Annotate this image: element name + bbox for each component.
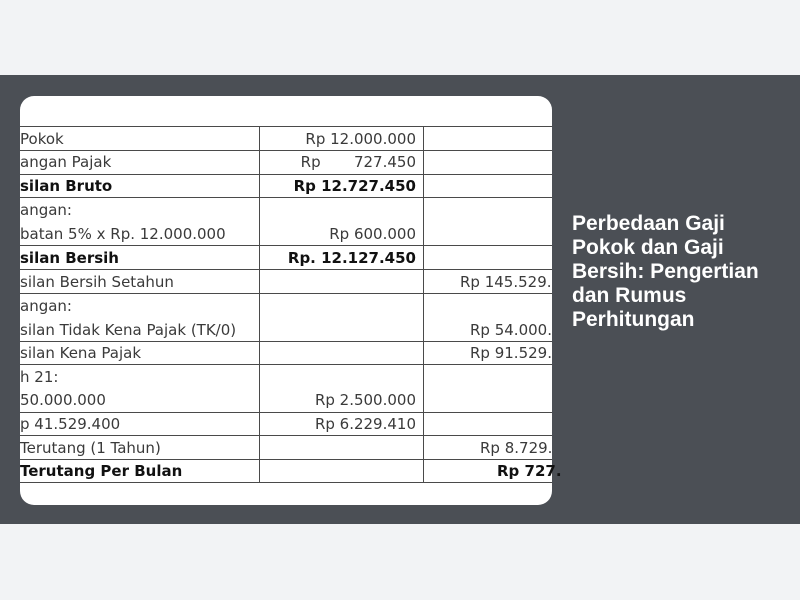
table-cell-amount: Rp 727.450 bbox=[300, 153, 416, 171]
table-row-label: Terutang Per Bulan bbox=[20, 462, 183, 480]
table-cell-total: Rp 727. bbox=[497, 462, 562, 480]
table-line bbox=[20, 482, 552, 483]
table-line bbox=[20, 459, 552, 460]
table-row-label: Pokok bbox=[20, 130, 64, 148]
table-cell-amount: Rp 12.000.000 bbox=[305, 130, 416, 148]
table-line bbox=[20, 341, 552, 342]
article-title[interactable]: Perbedaan Gaji Pokok dan Gaji Bersih: Pengertian dan Rumus Perhitungan bbox=[572, 212, 759, 331]
table-line bbox=[20, 126, 552, 127]
table-row-label: silan Kena Pajak bbox=[20, 344, 142, 362]
table-cell-amount: Rp. 12.127.450 bbox=[287, 249, 416, 267]
table-cell-total: Rp 145.529. bbox=[460, 273, 552, 291]
table-row-label: silan Bersih bbox=[20, 249, 119, 267]
table-cell-total: Rp 54.000. bbox=[470, 321, 552, 339]
table-row-label: angan: bbox=[20, 297, 72, 315]
table-line bbox=[20, 174, 552, 175]
table-cell-total: Rp 8.729. bbox=[480, 439, 553, 457]
table-cell-amount: Rp 2.500.000 bbox=[314, 391, 416, 409]
table-line bbox=[20, 293, 552, 294]
table-row-label: Terutang (1 Tahun) bbox=[20, 439, 161, 457]
table-row-label: h 21: bbox=[20, 368, 59, 386]
table-row-label: angan Pajak bbox=[20, 153, 112, 171]
table-row-label: batan 5% x Rp. 12.000.000 bbox=[20, 225, 226, 243]
table-image-card bbox=[20, 96, 562, 505]
table-line bbox=[20, 364, 552, 365]
table-cell-amount: Rp 600.000 bbox=[329, 225, 416, 243]
table-row-label: p 41.529.400 bbox=[20, 415, 121, 433]
table-cell-amount: Rp 12.727.450 bbox=[293, 177, 416, 195]
table-line bbox=[20, 412, 552, 413]
table-cell-total: Rp 91.529. bbox=[470, 344, 552, 362]
table-line bbox=[20, 197, 552, 198]
table-cell-amount: Rp 6.229.410 bbox=[314, 415, 416, 433]
table-line bbox=[423, 126, 424, 482]
table-line bbox=[259, 126, 260, 482]
table-row-label: angan: bbox=[20, 201, 72, 219]
table-line bbox=[20, 269, 552, 270]
table-row-label: silan Bersih Setahun bbox=[20, 273, 174, 291]
table-line bbox=[20, 435, 552, 436]
table-row-label: silan Bruto bbox=[20, 177, 113, 195]
table-line bbox=[20, 245, 552, 246]
table-row-label: 50.000.000 bbox=[20, 391, 106, 409]
table-line bbox=[20, 150, 552, 151]
table-row-label: silan Tidak Kena Pajak (TK/0) bbox=[20, 321, 237, 339]
